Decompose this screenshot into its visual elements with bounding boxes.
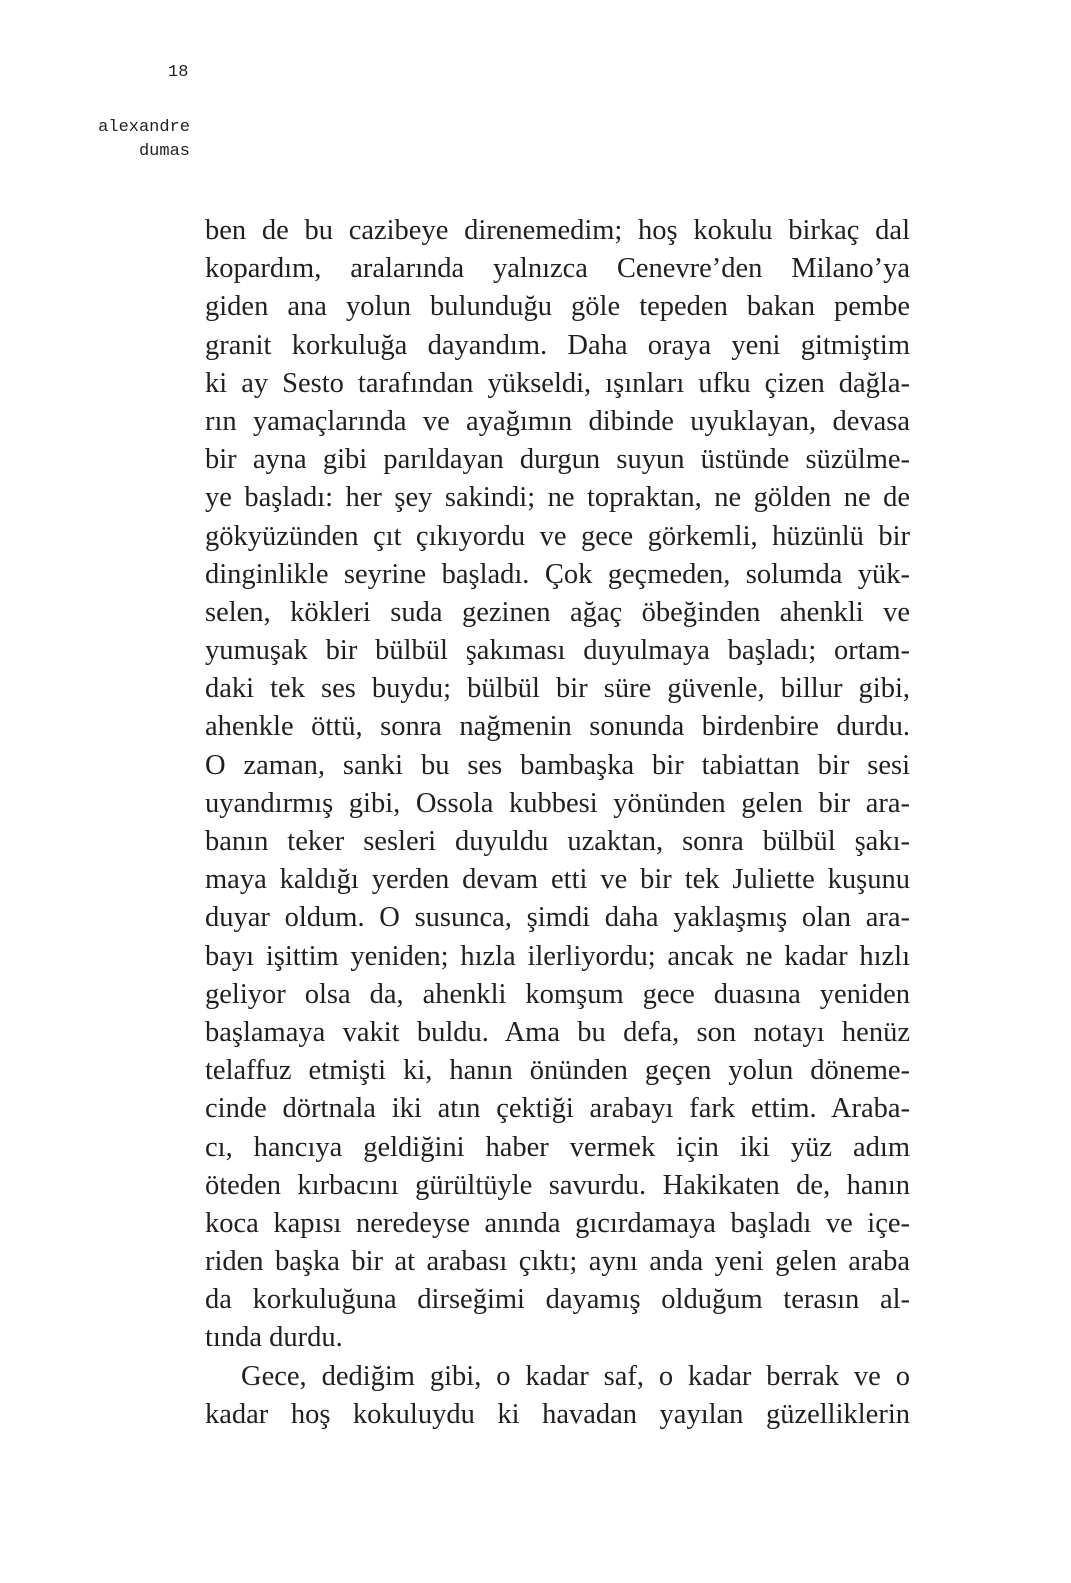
body-text xyxy=(205,212,910,1434)
text-line: maya kaldığı yerden devam etti ve bir tek Juliette kuşunu xyxy=(205,864,910,896)
text-line: yumuşak bir bülbül şakıması duyulmaya başladı; ortam- xyxy=(205,635,910,667)
text-line: ben de bu cazibeye direnemedim; hoş kokulu birkaç dal xyxy=(205,215,910,246)
text-line-paragraph-end: tında durdu. xyxy=(205,1322,343,1354)
text-line: rın yamaçlarında ve ayağımın dibinde uyuklayan, devasa xyxy=(205,405,910,437)
text-line: dinginlikle seyrine başladı. Çok geçmeden, solumda yük- xyxy=(205,558,910,590)
text-line: cı, hancıya geldiğini haber vermek için iki yüz adım xyxy=(205,1131,910,1163)
page-number: 18 xyxy=(168,63,189,82)
text-line: giden ana yolun bulunduğu göle tepeden bakan pembe xyxy=(205,291,910,323)
text-line-paragraph-start: Gece, dediğim gibi, o kadar saf, o kadar berrak ve o xyxy=(241,1360,910,1392)
text-line: telaffuz etmişti ki, hanın önünden geçen yolun döneme- xyxy=(205,1055,910,1087)
text-line: kadar hoş kokuluydu ki havadan yayılan güzelliklerin xyxy=(205,1398,910,1430)
text-line: cinde dörtnala iki atın çektiği arabayı fark ettim. Araba- xyxy=(205,1093,910,1125)
text-line: bayı işittim yeniden; hızla ilerliyordu; ancak ne kadar hızlı xyxy=(205,940,910,972)
text-line: bir ayna gibi parıldayan durgun suyun üstünde süzülme- xyxy=(205,444,910,476)
running-head-author xyxy=(60,116,190,164)
text-line: koca kapısı neredeyse anında gıcırdamaya başladı ve içe- xyxy=(205,1207,910,1239)
running-head-line-2: dumas xyxy=(138,142,190,161)
text-line: kopardım, aralarında yalnızca Cenevre’den Milano’ya xyxy=(205,253,910,285)
text-line: ye başladı: her şey sakindi; ne topraktan, ne gölden ne de xyxy=(205,482,910,514)
running-head-line-1: alexandre xyxy=(98,118,190,137)
text-line: başlamaya vakit buldu. Ama bu defa, son notayı henüz xyxy=(205,1016,910,1048)
text-line: da korkuluğuna dirseğimi dayamış olduğum terasın al- xyxy=(205,1284,910,1316)
text-line: daki tek ses buydu; bülbül bir süre güvenle, billur gibi, xyxy=(205,673,910,705)
text-line: banın teker sesleri duyuldu uzaktan, sonra bülbül şakı- xyxy=(205,826,910,857)
text-line: ahenkle öttü, sonra nağmenin sonunda birdenbire durdu. xyxy=(205,711,910,743)
text-line: gökyüzünden çıt çıkıyordu ve gece görkemli, hüzünlü bir xyxy=(205,520,910,552)
text-line: öteden kırbacını gürültüyle savurdu. Hakikaten de, hanın xyxy=(205,1169,910,1201)
text-line: granit korkuluğa dayandım. Daha oraya yeni gitmiştim xyxy=(205,329,910,361)
text-line: O zaman, sanki bu ses bambaşka bir tabiattan bir sesi xyxy=(205,749,910,781)
text-line: riden başka bir at arabası çıktı; aynı anda yeni gelen araba xyxy=(205,1246,910,1278)
text-line: selen, kökleri suda gezinen ağaç öbeğinden ahenkli ve xyxy=(205,596,910,628)
text-line: uyandırmış gibi, Ossola kubbesi yönünden gelen bir ara- xyxy=(205,787,910,819)
text-line: duyar oldum. O susunca, şimdi daha yaklaşmış olan ara- xyxy=(205,902,910,934)
text-line: geliyor olsa da, ahenkli komşum gece duasına yeniden xyxy=(205,978,910,1010)
text-line: ki ay Sesto tarafından yükseldi, ışınları ufku çizen dağla- xyxy=(205,367,910,399)
